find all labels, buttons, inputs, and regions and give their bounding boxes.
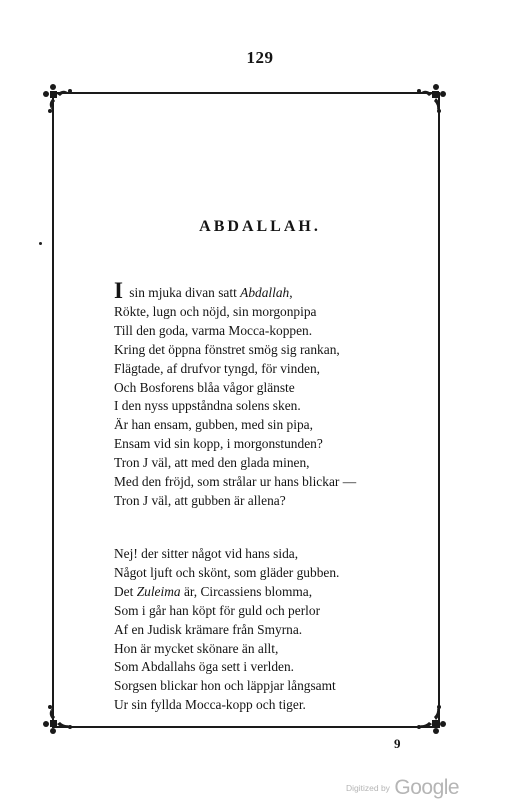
poem-line: Tron J väl, att med den glada minen, <box>114 455 310 471</box>
poem-line: Hon är mycket skönare än allt, <box>114 640 279 656</box>
poem-line: Något ljuft och skönt, som gläder gubben. <box>114 564 340 580</box>
poem-title: ABDALLAH. <box>199 218 321 235</box>
poem-line: Kring det öppna fönstret smög sig rankan, <box>114 341 340 357</box>
poem-line: Af en Judisk krämare från Smyrna. <box>114 621 303 637</box>
corner-ornament-icon <box>414 82 448 116</box>
poem-line <box>114 583 434 602</box>
stanza-1 <box>114 278 434 511</box>
poem-line: Som Abdallahs öga sett i verlden. <box>114 659 295 675</box>
poem-line: Ensam vid sin kopp, i morgonstunden? <box>114 436 323 452</box>
poem-line: Sorgsen blickar hon och läppjar långsamt <box>114 678 336 694</box>
line-text: , <box>289 285 293 300</box>
poem-line: Som i går han köpt för guld och perlor <box>114 602 321 618</box>
line-text: är, Circassiens blomma, <box>180 583 313 599</box>
stanza-2 <box>114 545 434 715</box>
line-text: Det <box>114 583 137 599</box>
poem-line: Är han ensam, gubben, med sin pipa, <box>114 417 313 433</box>
ink-speck <box>39 242 42 245</box>
poem-line: Och Bosforens blåa vågor glänste <box>114 379 295 395</box>
digitized-watermark <box>346 776 459 800</box>
corner-ornament-icon <box>41 702 75 736</box>
drop-cap: I <box>114 278 123 303</box>
page-number: 129 <box>246 48 274 67</box>
line-text: sin mjuka divan satt <box>125 285 241 300</box>
poem-line: I den nyss uppståndna solens sken. <box>114 398 301 414</box>
name-zuleima: Zuleima <box>136 583 181 599</box>
corner-ornament-icon <box>41 82 75 116</box>
poem-line <box>114 278 434 303</box>
watermark-brand: Google <box>394 776 460 799</box>
poem-line: Flägtade, af drufvor tyngd, för vinden, <box>114 360 321 376</box>
poem-line: Till den goda, varma Mocca-koppen. <box>114 322 313 338</box>
name-abdallah: Abdallah <box>240 285 290 300</box>
poem-line: Ur sin fyllda Mocca-kopp och tiger. <box>114 697 306 713</box>
poem-line: Med den fröjd, som strålar ur hans blickar — <box>114 474 357 490</box>
poem-line: Rökte, lugn och nöjd, sin morgonpipa <box>114 303 317 319</box>
poem-line: Nej! der sitter något vid hans sida, <box>114 546 299 561</box>
signature-mark: 9 <box>394 736 401 751</box>
poem-line: Tron J väl, att gubben är allena? <box>114 492 286 508</box>
watermark-prefix: Digitized by <box>346 783 390 793</box>
